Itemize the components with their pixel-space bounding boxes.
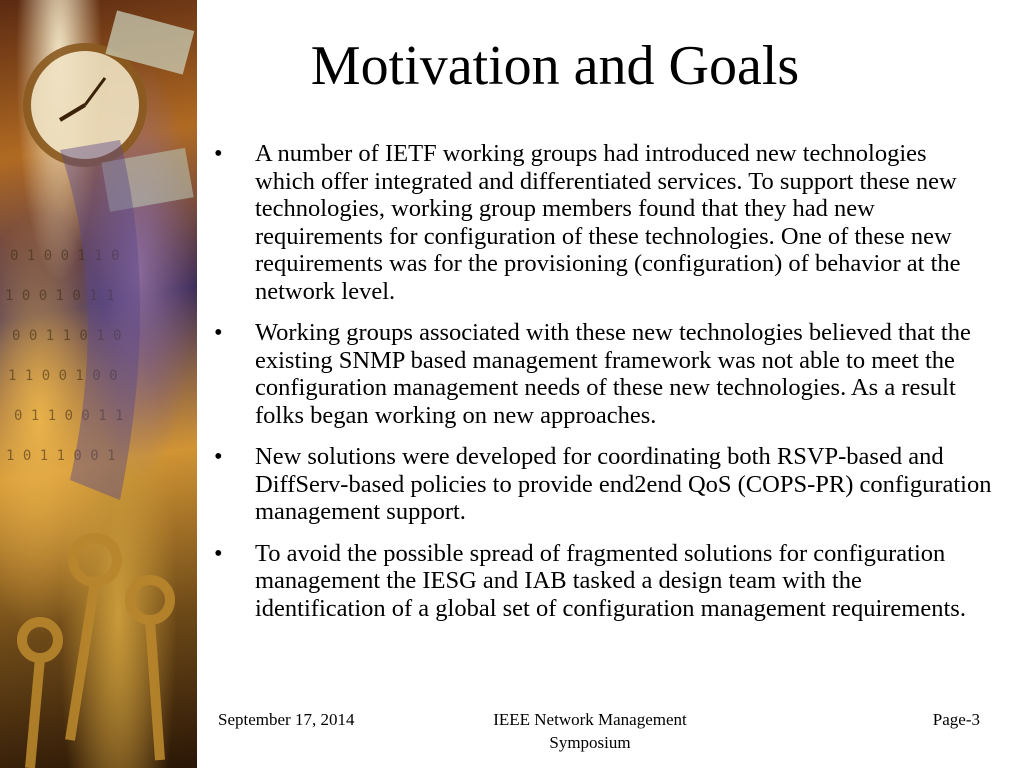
collage-icon: [0, 0, 197, 768]
svg-text:1 1 0 0 1 0 0: 1 1 0 0 1 0 0: [8, 368, 118, 384]
bullet-item: [212, 540, 992, 623]
bullet-marker: •: [214, 140, 223, 167]
svg-text:1 0 1 1 0 0 1: 1 0 1 1 0 0 1: [6, 448, 116, 464]
svg-text:0 0 1 1 0 1 0: 0 0 1 1 0 1 0: [12, 328, 122, 344]
bullet-item: [212, 443, 992, 526]
bullet-text: Working groups associated with these new technologies believed that the existing SNMP based management framework was not able to meet the configuration management needs of these new technologies. As a result folks began working on new approaches.: [255, 319, 971, 429]
bullet-marker: •: [214, 539, 223, 567]
bullet-item: [212, 140, 992, 305]
footer-date: September 17, 2014: [218, 710, 355, 729]
svg-text:0 1 0 0 1 1 0: 0 1 0 0 1 1 0: [10, 248, 120, 264]
svg-text:0 1 1 0 0 1 1: 0 1 1 0 0 1 1: [14, 408, 124, 424]
slide-title: Motivation and Goals: [310, 35, 800, 97]
footer-event: IEEE Network Management Symposium: [493, 710, 687, 752]
bullet-text: New solutions were developed for coordinating both RSVP-based and DiffServ-based policies to provide end2end QoS (COPS-PR) configuration management support.: [255, 443, 992, 525]
bullet-list: [212, 140, 992, 636]
bullet-text: A number of IETF working groups had introduced new technologies which offer integrated and differentiated services. To support these new technologies, working group members found that they had new requirements for configuration of these technologies. One of these new requirements was for the provisioning (configuration) of behavior at the network level.: [255, 140, 961, 305]
svg-text:1 0 0 1 0 1 1: 1 0 0 1 0 1 1: [5, 288, 115, 304]
decorative-collage-image: [0, 0, 197, 768]
bullet-text: To avoid the possible spread of fragmented solutions for configuration management the IESG and IAB tasked a design team with the identification of a global set of configuration management requirements.: [255, 539, 966, 622]
bullet-marker: •: [214, 319, 223, 346]
bullet-marker: •: [214, 443, 223, 470]
bullet-item: [212, 319, 992, 429]
footer-page-number: Page-3: [932, 710, 980, 729]
